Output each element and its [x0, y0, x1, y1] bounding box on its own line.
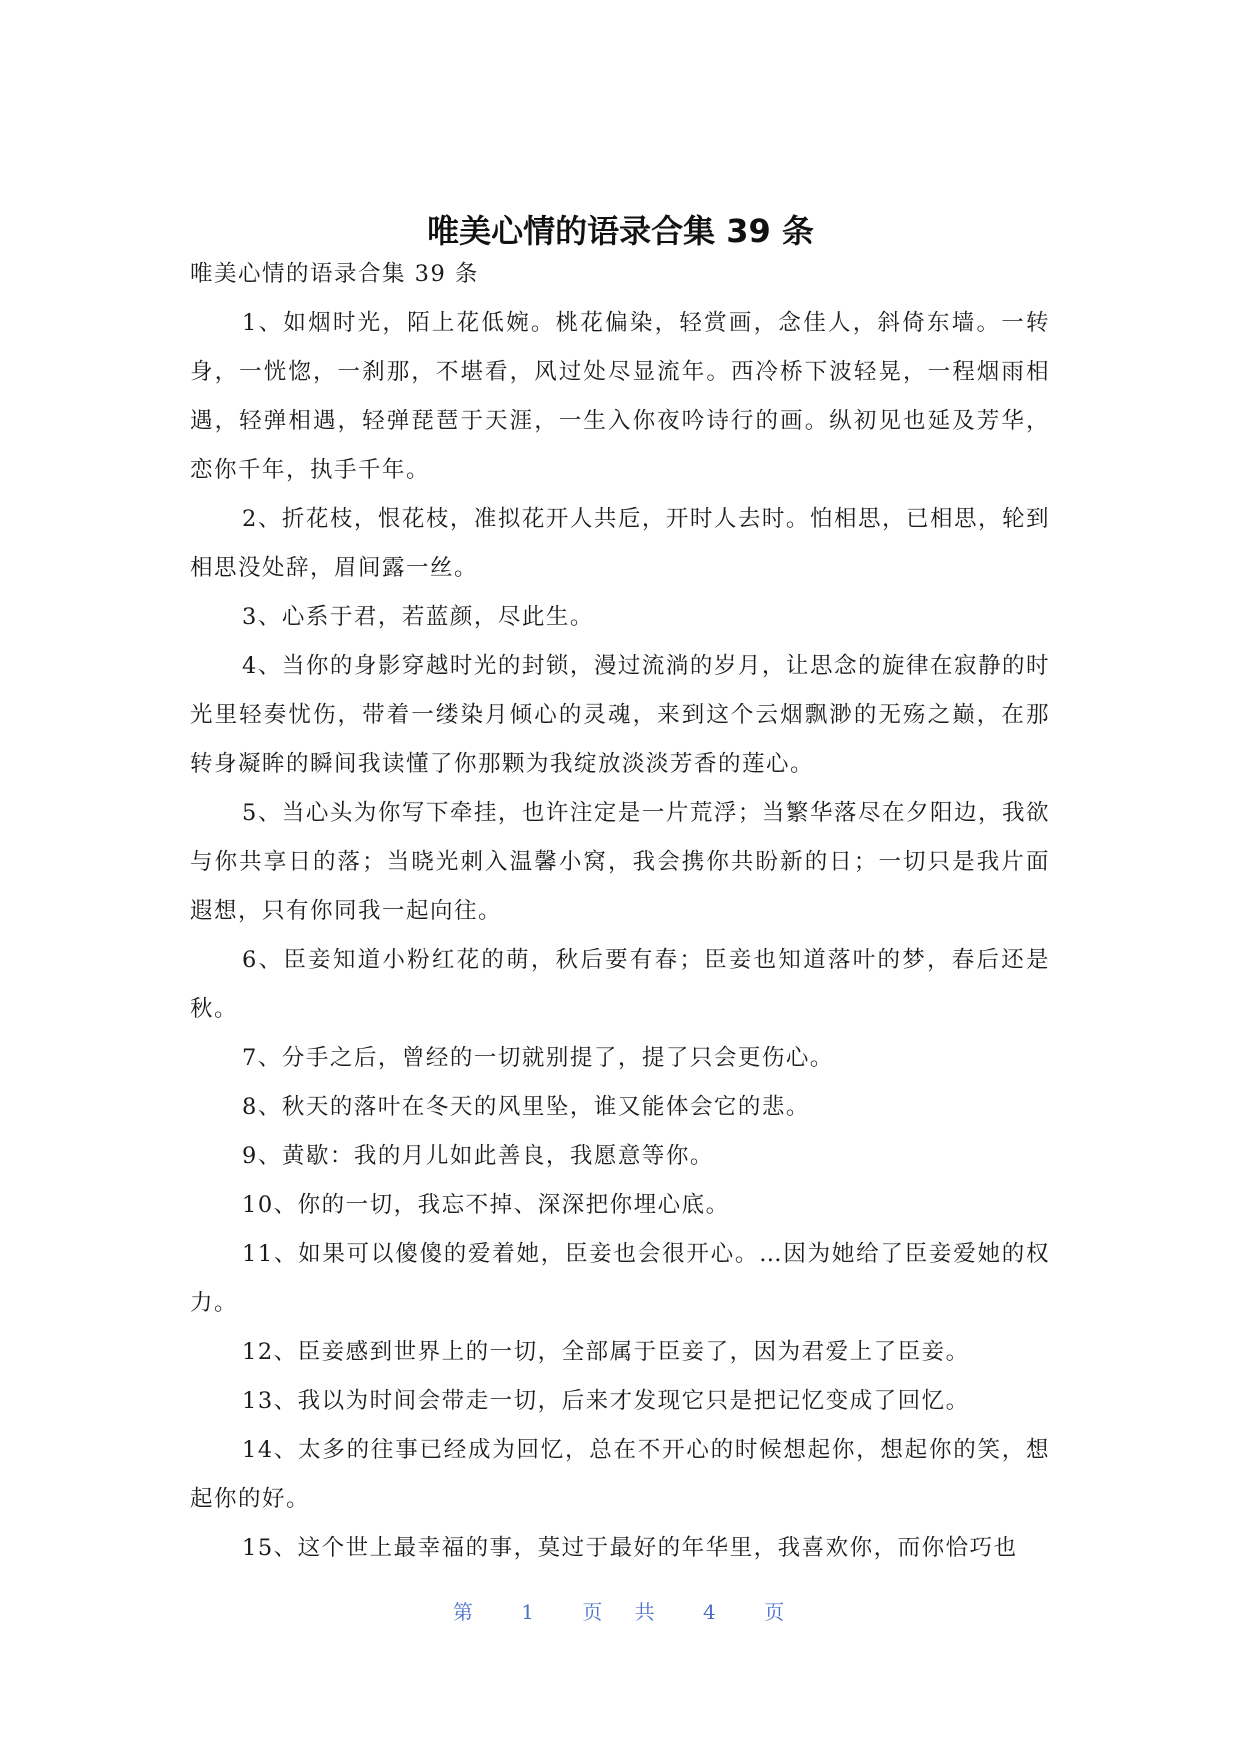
- page-label-prefix: 第: [452, 1600, 477, 1624]
- quote-entry: 2、折花枝，恨花枝，准拟花开人共卮，开时人去时。怕相思，已相思，轮到相思没处辞，眉间露一丝。: [190, 506, 1050, 581]
- quote-entry: 12、臣妾感到世界上的一切，全部属于臣妾了，因为君爱上了臣妾。: [242, 1339, 970, 1365]
- total-pages-number: 4: [703, 1600, 720, 1624]
- quote-entry: 1、如烟时光，陌上花低婉。桃花偏染，轻赏画，念佳人，斜倚东墙。一转身，一恍惚，一刹那，不堪看，风过处尽显流年。西冷桥下波轻晃，一程烟雨相遇，轻弹相遇，轻弹琵琶于天涯，一生入你夜吟诗行的画。纵初见也延及芳华，恋你千年，执手千年。: [190, 310, 1050, 483]
- quote-entry: 3、心系于君，若蓝颜，尽此生。: [242, 604, 594, 630]
- quote-entry: 10、你的一切，我忘不掉、深深把你埋心底。: [242, 1192, 730, 1218]
- quote-entry: 13、我以为时间会带走一切，后来才发现它只是把记忆变成了回忆。: [242, 1388, 970, 1414]
- quote-entry: 14、太多的往事已经成为回忆，总在不开心的时候想起你，想起你的笑，想起你的好。: [190, 1437, 1050, 1512]
- quote-entry: 5、当心头为你写下牵挂，也许注定是一片荒浮；当繁华落尽在夕阳边，我欲与你共享日的落；当晓光刺入温馨小窝，我会携你共盼新的日；一切只是我片面遐想，只有你同我一起向往。: [190, 800, 1050, 924]
- page-label-mid: 页 共: [582, 1600, 659, 1624]
- current-page-number: 1: [521, 1600, 538, 1624]
- quote-entry: 9、黄歇：我的月儿如此善良，我愿意等你。: [242, 1143, 714, 1169]
- quote-entry: 11、如果可以傻傻的爱着她，臣妾也会很开心。…因为她给了臣妾爱她的权力。: [190, 1241, 1050, 1316]
- quote-entry: 8、秋天的落叶在冬天的风里坠，谁又能体会它的悲。: [242, 1094, 810, 1120]
- document-body: [190, 250, 1050, 1573]
- quote-entry: 15、这个世上最幸福的事，莫过于最好的年华里，我喜欢你，而你恰巧也: [242, 1535, 1018, 1561]
- page-footer: [0, 1598, 1241, 1626]
- document-subtitle: 唯美心情的语录合集 39 条: [190, 261, 479, 287]
- page-title: 唯美心情的语录合集 39 条: [427, 212, 814, 251]
- quote-entry: 7、分手之后，曾经的一切就别提了，提了只会更伤心。: [242, 1045, 834, 1071]
- quote-entry: 4、当你的身影穿越时光的封锁，漫过流淌的岁月，让思念的旋律在寂静的时光里轻奏忧伤，带着一缕染月倾心的灵魂，来到这个云烟飘渺的无殇之巅，在那转身凝眸的瞬间我读懂了你那颗为我绽放淡淡芳香的莲心。: [190, 653, 1050, 777]
- quote-entry: 6、臣妾知道小粉红花的萌，秋后要有春；臣妾也知道落叶的梦，春后还是秋。: [190, 947, 1050, 1022]
- page-label-suffix: 页: [764, 1600, 789, 1624]
